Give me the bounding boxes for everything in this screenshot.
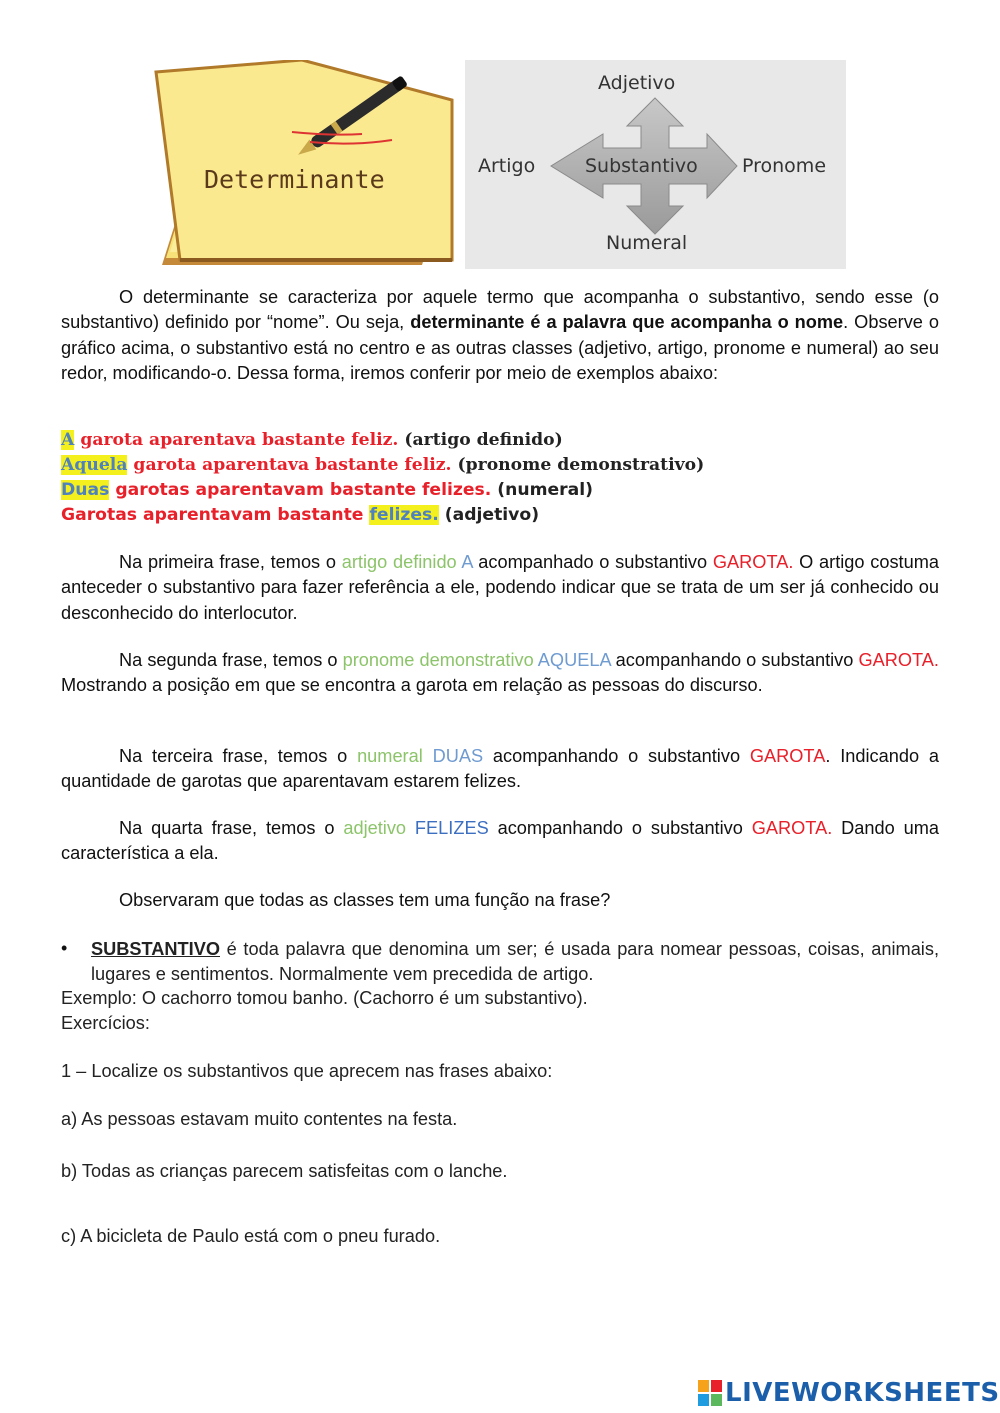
exp3-determinant: DUAS <box>422 746 484 766</box>
diagram-substantivo: Substantivo <box>585 155 698 177</box>
exp4-text-a: Na quarta frase, temos o <box>119 818 344 838</box>
bullet-marker: • <box>61 938 68 958</box>
exercise-item-b: b) Todas as crianças parecem satisfeitas com o lanche. <box>61 1161 508 1181</box>
exp4-text-b: acompanhando o substantivo <box>488 818 752 838</box>
explanation-paragraph-2 <box>61 648 939 699</box>
intro-paragraph <box>61 285 939 387</box>
exp3-text-a: Na terceira frase, temos o <box>119 746 358 766</box>
exp2-text-b: acompanhando o substantivo <box>610 650 859 670</box>
example-3-tag: (numeral) <box>491 480 593 500</box>
exp1-text-b: acompanhado o substantivo <box>472 552 713 572</box>
question-paragraph <box>61 888 939 913</box>
exp1-text-a: Na primeira frase, temos o <box>119 552 342 572</box>
explanation-paragraph-4 <box>61 816 939 867</box>
example-sentence-2 <box>61 453 704 478</box>
example-1-text: garota aparentava bastante feliz. <box>74 430 399 450</box>
exp4-noun: GAROTA. <box>751 818 833 838</box>
liveworksheets-text: LIVEWORKSHEETS <box>725 1378 1000 1408</box>
substantivo-term: SUBSTANTIVO <box>91 939 220 959</box>
determinant-classes-diagram <box>465 60 846 269</box>
example-2-determinant: Aquela <box>61 455 128 475</box>
example-1-determinant: A <box>61 430 75 450</box>
diagram-artigo: Artigo <box>478 155 536 177</box>
intro-bold: determinante é a palavra que acompanha o nome <box>410 312 844 333</box>
liveworksheets-icon <box>698 1380 722 1406</box>
diagram-pronome: Pronome <box>742 155 827 177</box>
substantivo-def-text: é toda palavra que denomina um ser; é usada para nomear pessoas, coisas, animais, lugares e sentimentos. Normalmente vem precedida de artigo. <box>91 939 939 984</box>
exp1-term: artigo definido <box>341 552 457 572</box>
example-1-tag: (artigo definido) <box>398 430 563 450</box>
diagram-adjetivo: Adjetivo <box>598 72 676 94</box>
liveworksheets-logo <box>698 1376 1000 1410</box>
exp4-term: adjetivo <box>343 818 407 838</box>
example-sentence-1 <box>61 428 563 453</box>
explanation-paragraph-1 <box>61 550 939 626</box>
exp3-term: numeral <box>357 746 423 766</box>
exp4-determinant: FELIZES <box>406 818 489 838</box>
exp4-text-c: Dando uma característica a ela. <box>61 818 939 864</box>
intro-text-1: O determinante se caracteriza por aquele termo que acompanha o substantivo, sendo esse (o substantivo) definido por “nome”. Ou seja, <box>61 287 939 333</box>
exp2-noun: GAROTA. <box>858 650 939 670</box>
exercises-label: Exercícios: <box>61 1013 150 1033</box>
example-4-determinant: felizes. <box>369 505 439 525</box>
exp3-noun: GAROTA <box>749 746 826 766</box>
example-3-determinant: Duas <box>61 480 110 500</box>
example-sentence-4 <box>61 503 539 528</box>
determinante-notebook-image <box>152 60 456 270</box>
exp2-term: pronome demonstrativo <box>342 650 534 670</box>
exp1-determinant: A <box>456 552 473 572</box>
exercise-item-a: a) As pessoas estavam muito contentes na festa. <box>61 1109 458 1129</box>
determinante-label: Determinante <box>204 165 385 194</box>
example-3-text: garotas aparentavam bastante felizes. <box>109 480 492 500</box>
exp1-text-c: O artigo costuma anteceder o substantivo para fazer referência a ele, podendo indicar que se trata de um ser já conhecido ou desconhecido do interlocutor. <box>61 552 939 623</box>
substantivo-definition <box>91 937 939 987</box>
exp3-text-c: . Indicando a quantidade de garotas que aparentavam estarem felizes. <box>61 746 939 792</box>
explanation-paragraph-3 <box>61 744 939 795</box>
example-sentence-3 <box>61 478 593 503</box>
exp2-determinant: AQUELA <box>533 650 611 670</box>
example-2-tag: (pronome demonstrativo) <box>451 455 705 475</box>
example-4-tag: (adjetivo) <box>438 505 540 525</box>
exercise-item-c: c) A bicicleta de Paulo está com o pneu furado. <box>61 1226 441 1246</box>
exp2-text-c: Mostrando a posição em que se encontra a garota em relação as pessoas do discurso. <box>61 675 763 696</box>
substantivo-example: Exemplo: O cachorro tomou banho. (Cachorro é um substantivo). <box>61 988 588 1008</box>
exp2-text-a: Na segunda frase, temos o <box>119 650 343 670</box>
diagram-numeral: Numeral <box>606 232 688 254</box>
exp1-noun: GAROTA. <box>712 552 794 572</box>
exercise-title: 1 – Localize os substantivos que aprecem nas frases abaixo: <box>61 1061 553 1081</box>
example-4-text: Garotas aparentavam bastante <box>61 505 370 525</box>
exp3-text-b: acompanhando o substantivo <box>483 746 750 766</box>
intro-text-2: . Observe o gráfico acima, o substantivo está no centro e as outras classes (adjetivo, artigo, pronome e numeral) ao seu redor, modificando-o. Dessa forma, iremos conferir por meio de exemplos abaixo: <box>61 312 939 384</box>
question-text: Observaram que todas as classes tem uma função na frase? <box>119 890 611 910</box>
example-2-text: garota aparentava bastante feliz. <box>127 455 452 475</box>
